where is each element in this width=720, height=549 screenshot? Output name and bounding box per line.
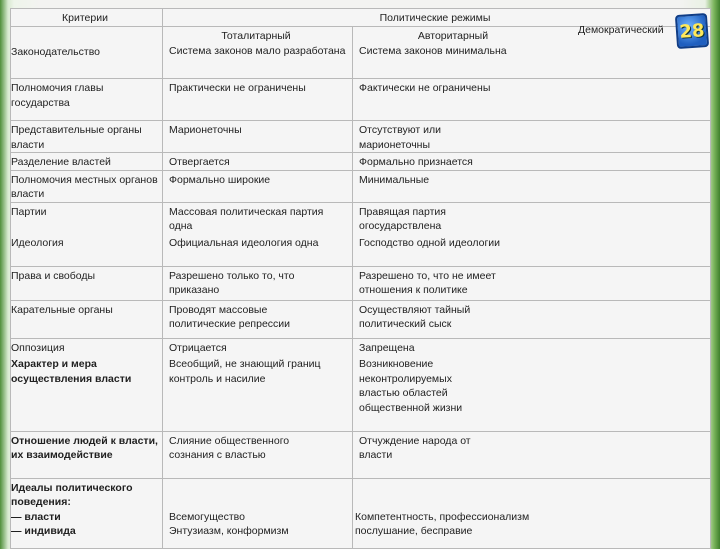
row-totalitarian: Массовая политическая партия одна <box>163 202 353 234</box>
regimes-table <box>10 8 711 549</box>
row-authoritarian: Отсутствуют или марионеточны <box>353 121 711 153</box>
slide <box>10 8 710 548</box>
row-totalitarian: Практически не ограничены <box>163 79 353 121</box>
row-label: Законодательство <box>11 27 163 79</box>
row-authoritarian: Разрешено то, что не имеет отношения к политике <box>353 266 711 300</box>
header-democratic: Демократический <box>578 24 664 36</box>
row-totalitarian: Слияние общественного сознания с властью <box>163 431 353 478</box>
header-authoritarian: Авторитарный <box>417 30 489 42</box>
row-authoritarian: Авторитарный Система законов минимальна <box>353 27 711 79</box>
row-label: Партии <box>11 202 163 234</box>
row-authoritarian: Минимальные <box>353 170 711 202</box>
row-totalitarian: Формально широкие <box>163 170 353 202</box>
row-label: Полномочия местных органов власти <box>11 170 163 202</box>
row-totalitarian: Всемогущество Энтузиазм, конформизм <box>163 478 353 548</box>
row-totalitarian: Отрицается <box>163 338 353 355</box>
row-authoritarian: Отчуждение народа от власти <box>353 431 711 478</box>
row-label: Идеалы политического поведения: — власти — индивида <box>11 478 163 548</box>
row-totalitarian: Всеобщий, не знающий границ контроль и насилие <box>163 355 353 431</box>
header-criteria: Критерии <box>11 9 163 27</box>
row-totalitarian: Отвергается <box>163 153 353 171</box>
row-label: Разделение властей <box>11 153 163 171</box>
row-totalitarian: Марионеточны <box>163 121 353 153</box>
row-authoritarian: Возникновение неконтролируемых властью областей общественной жизни <box>353 355 711 431</box>
row-totalitarian: Разрешено только то, что приказано <box>163 266 353 300</box>
header-regimes: Политические режимы <box>163 9 711 27</box>
row-authoritarian: Формально признается <box>353 153 711 171</box>
row-authoritarian: Фактически не ограничены <box>353 79 711 121</box>
row-label: Отношение людей к власти, их взаимодействие <box>11 431 163 478</box>
row-label: Полномочия главы государства <box>11 79 163 121</box>
row-totalitarian: Официальная идеология одна <box>163 234 353 266</box>
row-authoritarian: Запрещена <box>353 338 711 355</box>
row-label: Оппозиция <box>11 338 163 355</box>
row-totalitarian: Проводят массовые политические репрессии <box>163 300 353 338</box>
row-authoritarian: Компетентность, профессионализм послушание, бесправие <box>353 478 711 548</box>
row-authoritarian: Осуществляют тайный политический сыск <box>353 300 711 338</box>
row-authoritarian: Господство одной идеологии <box>353 234 711 266</box>
slide-number-badge: 28 <box>675 13 709 49</box>
row-label: Идеология <box>11 234 163 266</box>
row-label: Представительные органы власти <box>11 121 163 153</box>
row-label: Права и свободы <box>11 266 163 300</box>
row-totalitarian: Тоталитарный Система законов мало разработана <box>163 27 353 79</box>
header-totalitarian: Тоталитарный <box>221 30 291 42</box>
row-authoritarian: Правящая партия огосударствлена <box>353 202 711 234</box>
row-label: Характер и мера осуществления власти <box>11 355 163 431</box>
row-label: Карательные органы <box>11 300 163 338</box>
